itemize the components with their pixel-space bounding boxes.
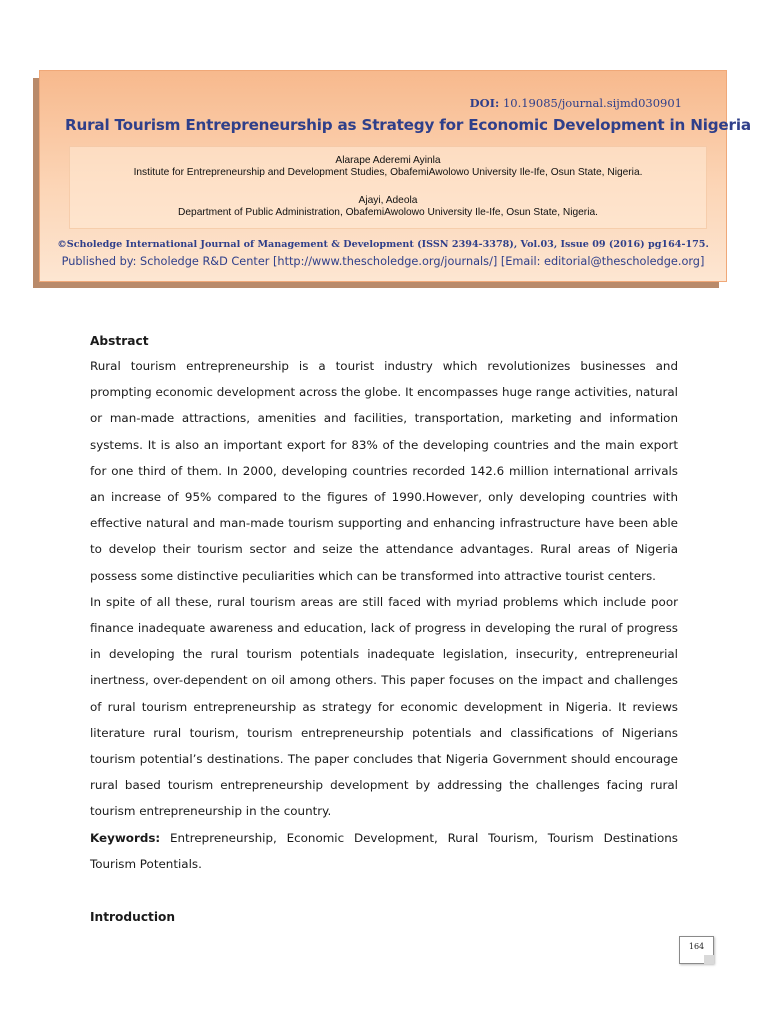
page-number: 164 — [688, 942, 705, 951]
abstract-paragraph-1: Rural tourism entrepreneurship is a tourist industry which revolutionizes businesses and prompting economic development across the globe. It encompasses huge range activities, natural or man-made attractions, amenities and facilities, transportation, marketing and information systems. It is also an important export for 83% of the developing countries and the main export for one third of them. In 2000, developing countries recorded 142.6 million international arrivals an increase of 95% compared to the figures of 1990.However, only developing countries with effective natural and man-made tourism supporting and enhancing infrastructure have been able to develop their tourism sector and seize the attendance advantages. Rural areas of Nigeria possess some distinctive peculiarities which can be transformed into attractive tourist centers. — [90, 359, 678, 583]
keywords-text: Entrepreneurship, Economic Development, Rural Tourism, Tourism Destinations Tourism Potentials. — [90, 830, 678, 871]
page-number-badge — [679, 936, 714, 964]
journal-citation: ©Scholedge International Journal of Management & Development (ISSN 2394-3378), Vol.03, Issue 09 (2016) pg164-175. — [57, 239, 709, 250]
introduction-heading: Introduction — [90, 910, 176, 925]
author-affiliation-1: Institute for Entrepreneurship and Development Studies, ObafemiAwolowo University Ile-Ife, Osun State, Nigeria. — [133, 167, 643, 178]
author-name-1: Alarape Aderemi Ayinla — [335, 155, 441, 166]
paper-body — [90, 332, 678, 927]
author-affiliation-2: Department of Public Administration, ObafemiAwolowo University Ile-Ife, Osun State, Nigeria. — [178, 207, 598, 218]
paper-header — [39, 70, 751, 282]
abstract-paragraph-2: In spite of all these, rural tourism areas are still faced with myriad problems which include poor finance inadequate awareness and education, lack of progress in developing the rural of progress in developing the rural tourism potentials inadequate legislation, insecurity, entrepreneurial inertness, over-dependent on oil among others. This paper focuses on the impact and challenges of rural tourism entrepreneurship as strategy for economic development in Nigeria. It reviews literature rural tourism, tourism entrepreneurship potentials and classifications of Nigerians tourism potential’s destinations. The paper concludes that Nigeria Government should encourage rural based tourism entrepreneurship development by addressing the challenges facing rural tourism entrepreneurship in the country. — [90, 594, 678, 819]
author-name-2: Ajayi, Adeola — [358, 195, 418, 206]
paper-title: Rural Tourism Entrepreneurship as Strategy for Economic Development in Nigeria — [65, 116, 751, 134]
keywords-label: Keywords: — [90, 830, 161, 845]
doi — [470, 96, 682, 110]
page-curl-icon — [704, 955, 714, 964]
authors-block — [69, 146, 707, 229]
publisher-line: Published by: Scholedge R&D Center [http://www.thescholedge.org/journals/] [Email: editorial@thescholedge.org] — [61, 255, 705, 268]
abstract-heading: Abstract — [90, 334, 149, 348]
keywords — [90, 825, 678, 877]
doi-label: DOI: — [469, 96, 500, 110]
doi-link[interactable]: 10.19085/journal.sijmd030901 — [499, 96, 682, 110]
